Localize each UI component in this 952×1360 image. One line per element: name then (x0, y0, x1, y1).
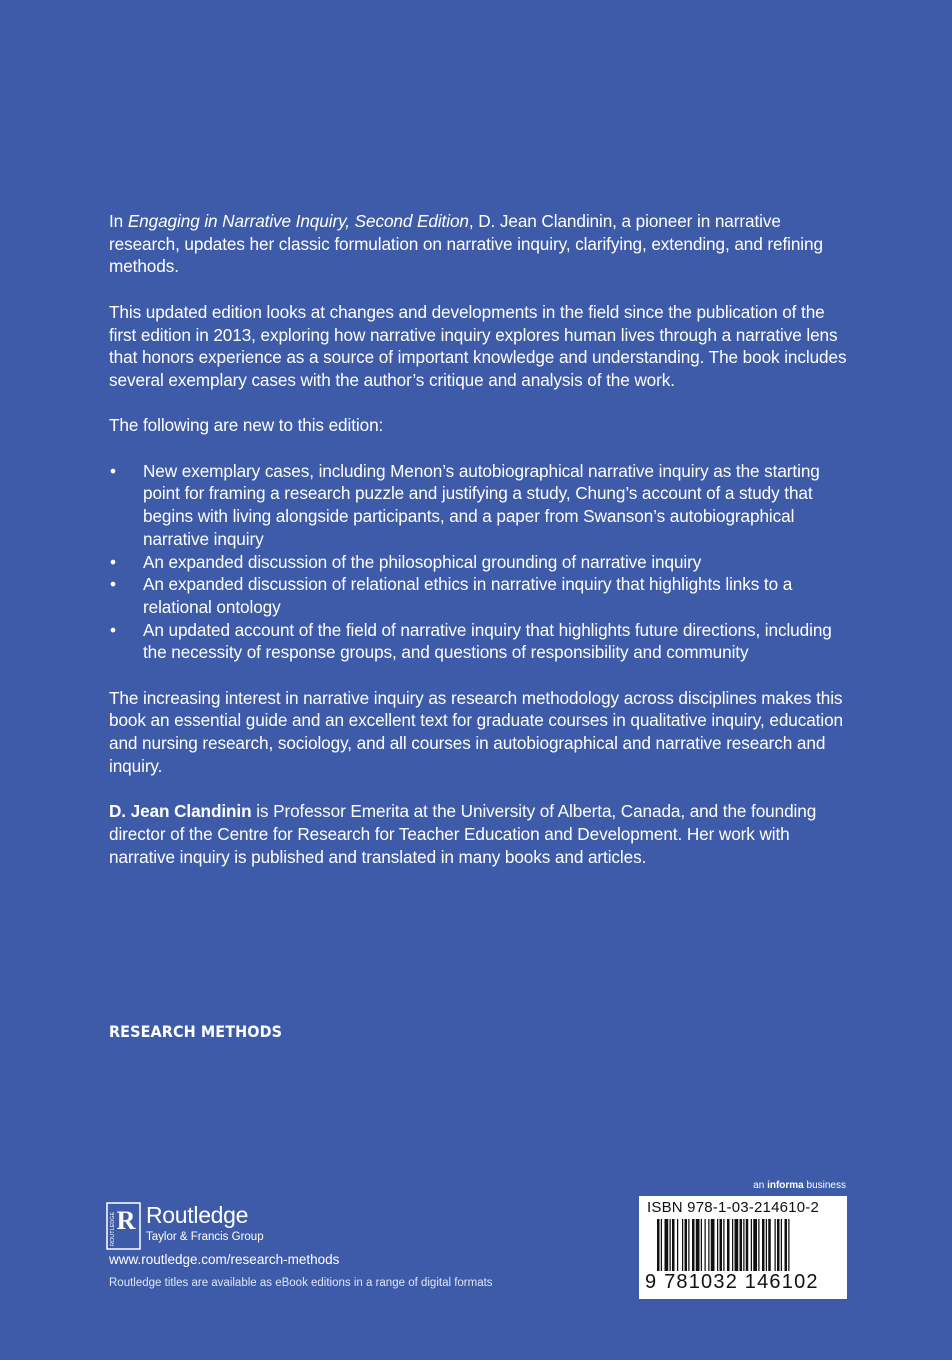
barcode-bar (665, 1219, 669, 1271)
barcode-bar (740, 1219, 743, 1271)
edition-paragraph: This updated edition looks at changes and developments in the field since the publication of the first edition in 2013, exploring how narrative inquiry explores human lives through a narrative lens that honors experience as a source of important knowledge and understanding. The book includes several exemplary cases with the author’s critique and analysis of the work. (109, 301, 847, 390)
list-item-text: An expanded discussion of relational ethics in narrative inquiry that highlights links to a relational ontology (143, 574, 793, 617)
barcode-bar (711, 1219, 715, 1271)
publisher-name: Routledge (146, 1202, 249, 1228)
logo-vertical-text: ROUTLEDGE (110, 1211, 116, 1246)
bullet-icon: • (110, 619, 116, 640)
list-item-text: New exemplary cases, including Menon’s autobiographical narrative inquiry as the starting point for framing a research puzzle and justifying a study, Chung’s account of a study that begins with living alongside participants, and a paper from Swanson’s autobiographical narrative inquiry (143, 460, 820, 549)
intro-suffix: , D. Jean Clandinin, a pioneer in narrative research, updates her classic formulation on narrative inquiry, clarifying, extending, and refining methods. (109, 211, 823, 277)
barcode-bar (696, 1219, 700, 1271)
barcode-bar (781, 1219, 782, 1271)
barcode-bar (766, 1219, 767, 1271)
barcode-bar (788, 1219, 789, 1271)
barcode-bar (758, 1219, 759, 1271)
barcode-bar (688, 1219, 689, 1271)
barcode-bar (735, 1219, 739, 1271)
barcode-bar (705, 1219, 706, 1271)
list-item (109, 460, 849, 551)
barcode-bar (785, 1219, 788, 1271)
barcode-bar (692, 1219, 695, 1271)
ebook-note: Routledge titles are available as eBook editions in a range of digital formats (109, 1277, 493, 1289)
barcode-bar (743, 1219, 744, 1271)
barcode-bar (762, 1219, 765, 1271)
back-cover-description (109, 210, 849, 891)
barcode-bar (677, 1219, 678, 1271)
barcode-bar (775, 1219, 776, 1271)
barcode-bar (753, 1219, 757, 1271)
barcode-bar (746, 1219, 749, 1271)
barcode-bar (723, 1219, 724, 1271)
barcode-bar (670, 1219, 671, 1271)
barcode-bar (672, 1219, 675, 1271)
publisher-group: Taylor & Francis Group (146, 1231, 264, 1243)
barcode-icon (657, 1219, 835, 1271)
barcode-bar (682, 1219, 683, 1271)
barcode-bar (720, 1219, 723, 1271)
author-bio (109, 800, 849, 868)
list-item (109, 573, 849, 618)
informa-brand: informa (767, 1180, 804, 1191)
bullet-icon: • (110, 460, 116, 481)
intro-paragraph (109, 210, 849, 278)
new-features-list (109, 460, 849, 664)
author-bio-text: is Professor Emerita at the University of Alberta, Canada, and the founding director of the Centre for Research for Teacher Education and Development. Her work with narrative inquiry is published and translated in many books and articles. (109, 801, 817, 867)
list-item (109, 619, 849, 664)
publisher-url: www.routledge.com/research-methods (109, 1252, 340, 1267)
barcode-bar (708, 1219, 709, 1271)
author-name: D. Jean Clandinin (109, 801, 252, 822)
list-item (109, 551, 849, 574)
routledge-logo-icon (106, 1202, 142, 1250)
barcode-bar (751, 1219, 752, 1271)
barcode-bar (701, 1219, 702, 1271)
isbn-number: ISBN 978-1-03-214610-2 (647, 1199, 820, 1216)
logo-letter: R (116, 1206, 136, 1235)
barcode-bar (768, 1219, 771, 1271)
intro-prefix: In (109, 211, 128, 231)
barcode-bar (657, 1219, 660, 1271)
barcode-bar (661, 1219, 662, 1271)
barcode-bar (685, 1219, 688, 1271)
barcode-digits: 9 781032 146102 (645, 1271, 819, 1293)
barcode-bar (727, 1219, 730, 1271)
list-intro: The following are new to this edition: (109, 415, 384, 436)
bullet-icon: • (110, 551, 116, 572)
list-item-text: An expanded discussion of the philosophical grounding of narrative inquiry (143, 551, 702, 572)
barcode-bar (777, 1219, 780, 1271)
book-title-italic: Engaging in Narrative Inquiry, Second Edition (127, 211, 469, 231)
list-item-text: An updated account of the field of narrative inquiry that highlights future directions, including the necessity of response groups, and questions of responsibility and community (143, 619, 832, 663)
isbn-barcode-box (639, 1196, 847, 1299)
barcode-bar (732, 1219, 733, 1271)
informa-business-label: an informa business (753, 1180, 846, 1191)
subject-category: RESEARCH METHODS (109, 1022, 283, 1041)
bullet-icon: • (110, 574, 116, 595)
audience-paragraph: The increasing interest in narrative inquiry as research methodology across disciplines makes this book an essential guide and an excellent text for graduate courses in qualitative inquiry, education and nursing research, sociology, and all courses in autobiographical and narrative research and inquiry. (109, 687, 843, 776)
barcode-bar (717, 1219, 718, 1271)
